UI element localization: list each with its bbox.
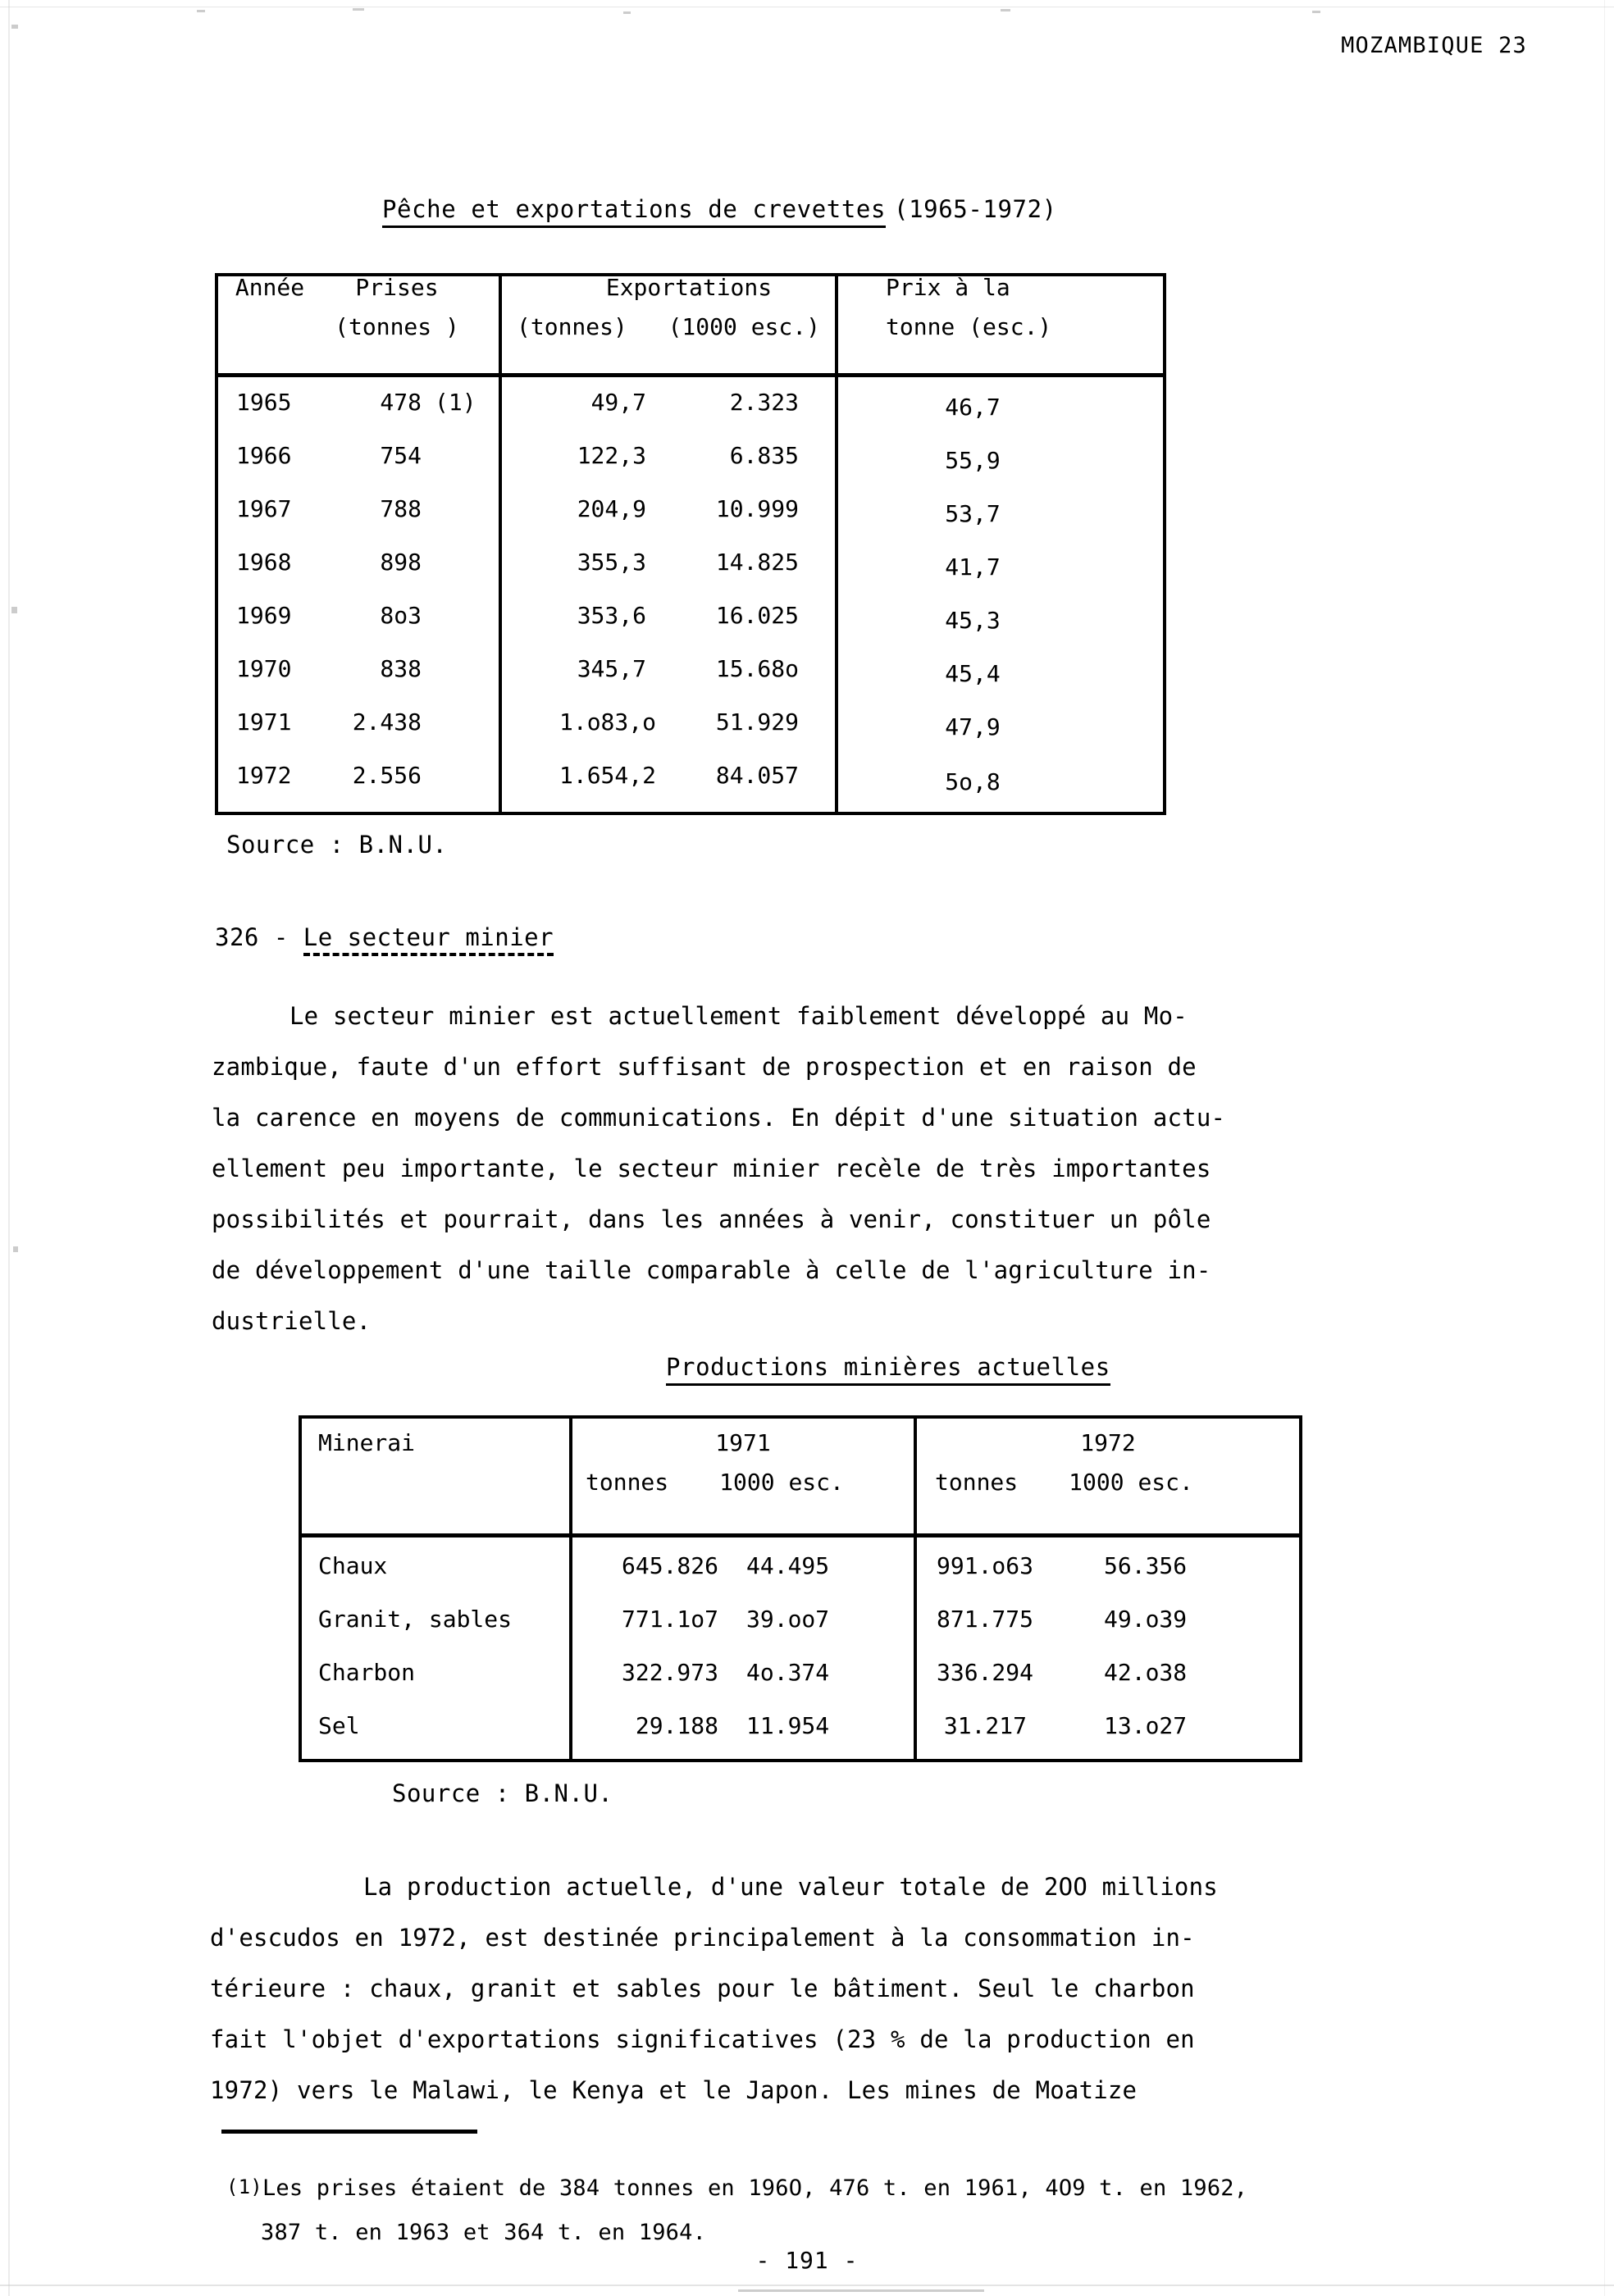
cell-exp-tonnes: 345,7 xyxy=(500,644,656,697)
cell-minerai: Granit, sables xyxy=(318,1606,513,1633)
fishing-exports-table xyxy=(215,273,1166,815)
cell-1972-esc: 13.o27 xyxy=(1104,1712,1188,1739)
scan-speck xyxy=(13,1246,18,1252)
table1-header-exp-esc: (1000 esc.) xyxy=(668,313,820,340)
paragraph-line: la carence en moyens de communications. En dépit d'une situation actu- xyxy=(212,1104,1226,1132)
cell-1972-tonnes: 336.294 xyxy=(915,1644,1071,1697)
scan-speck xyxy=(197,10,205,12)
table-row xyxy=(217,377,1165,430)
cell-1971-tonnes: 322.973 xyxy=(571,1644,718,1697)
section-paragraph xyxy=(212,991,1225,1346)
scan-speck xyxy=(11,607,17,613)
cell-prix: 47,9 xyxy=(837,697,1165,750)
cell-exp-esc: 14.825 xyxy=(715,549,799,576)
table1-caption xyxy=(382,195,1057,223)
closing-paragraph xyxy=(210,1861,1218,2116)
table2-header-minerai: Minerai xyxy=(318,1429,416,1456)
table-row xyxy=(217,484,1165,537)
footnote-marker: (1) xyxy=(226,2175,262,2198)
table-row xyxy=(217,537,1165,590)
cell-prises-note xyxy=(422,697,500,750)
scan-speck xyxy=(11,25,18,29)
table1-header-annee: Année xyxy=(235,274,305,301)
table2-header-1971-esc: 1000 esc. xyxy=(719,1469,844,1496)
cell-prises: 478 xyxy=(380,389,422,416)
table2-header-1972: 1972 tonnes 1000 esc. xyxy=(915,1417,1301,1536)
paragraph-line: Le secteur minier est actuellement faiblement développé au Mo- xyxy=(290,1002,1188,1030)
cell-prises-note xyxy=(422,590,500,644)
scan-speck xyxy=(623,11,631,14)
cell-exp-esc: 10.999 xyxy=(715,495,799,522)
cell-annee: 1971 xyxy=(236,708,292,736)
cell-prises-note xyxy=(422,484,500,537)
paragraph-line: d'escudos en 1972, est destinée principalement à la consommation in- xyxy=(210,1924,1195,1952)
cell-prises-note xyxy=(422,430,500,484)
table-row xyxy=(217,590,1165,644)
paragraph-line: de développement d'une taille comparable à celle de l'agriculture in- xyxy=(212,1256,1211,1284)
cell-prises-note xyxy=(422,644,500,697)
scan-edge-left xyxy=(8,0,10,2296)
cell-prix: 5o,8 xyxy=(837,750,1165,813)
cell-prix: 45,3 xyxy=(837,590,1165,644)
paragraph-line: La production actuelle, d'une valeur totale de 2OO millions xyxy=(363,1873,1218,1901)
cell-prises-note: (1) xyxy=(435,389,476,416)
paragraph-line: possibilités et pourrait, dans les années à venir, constituer un pôle xyxy=(212,1205,1211,1233)
cell-annee: 1967 xyxy=(236,495,292,522)
table1-header-exp-tonnes: (tonnes) xyxy=(517,313,627,340)
cell-annee: 1968 xyxy=(236,549,292,576)
cell-exp-esc: 6.835 xyxy=(729,442,799,469)
cell-prises: 788 xyxy=(380,495,422,522)
scan-speck xyxy=(353,8,364,11)
cell-exp-esc: 15.68o xyxy=(715,655,799,682)
cell-1971-esc: 39.oo7 xyxy=(746,1606,830,1633)
footnote-line-2: 387 t. en 1963 et 364 t. en 1964. xyxy=(261,2220,707,2245)
paragraph-line: ellement peu importante, le secteur minier recèle de très importantes xyxy=(212,1155,1211,1182)
paragraph-line: zambique, faute d'un effort suffisant de prospection et en raison de xyxy=(212,1053,1197,1081)
cell-exp-tonnes: 355,3 xyxy=(500,537,656,590)
cell-prix: 45,4 xyxy=(837,644,1165,697)
table-row xyxy=(217,644,1165,697)
table-row xyxy=(300,1591,1301,1644)
fishing-exports-table-wrap xyxy=(215,273,1166,815)
cell-1972-tonnes: 871.775 xyxy=(915,1591,1071,1644)
table2-caption-title: Productions minières actuelles xyxy=(666,1353,1110,1386)
cell-prix: 46,7 xyxy=(837,377,1165,430)
table-row xyxy=(300,1697,1301,1761)
table2-header-row xyxy=(300,1417,1301,1536)
paragraph-line: dustrielle. xyxy=(212,1307,372,1335)
footnote-line-1 xyxy=(226,2165,1247,2211)
section-number: 326 - xyxy=(215,923,303,951)
cell-prises: 898 xyxy=(380,549,422,576)
cell-annee: 1966 xyxy=(236,442,292,469)
cell-minerai: Chaux xyxy=(318,1552,388,1579)
table1-source: Source : B.N.U. xyxy=(226,831,448,859)
table-row xyxy=(217,697,1165,750)
table1-caption-title: Pêche et exportations de crevettes xyxy=(382,195,886,228)
table2-header-1971: 1971 tonnes 1000 esc. xyxy=(571,1417,915,1536)
paragraph-line: 1972) vers le Malawi, le Kenya et le Japon. Les mines de Moatize xyxy=(210,2076,1138,2104)
table-row xyxy=(300,1538,1301,1591)
cell-exp-esc: 84.057 xyxy=(715,762,799,789)
table1-header-prix: Prix à la tonne (esc.) xyxy=(837,275,1165,376)
table1-header-exportations: Exportations (tonnes) (1000 esc.) xyxy=(500,275,837,376)
cell-exp-tonnes: 49,7 xyxy=(500,377,656,430)
cell-1971-tonnes: 645.826 xyxy=(571,1538,718,1591)
cell-prix: 53,7 xyxy=(837,484,1165,537)
table1-header-prises: Prises (tonnes ) xyxy=(335,274,459,340)
footnote-text-1: Les prises étaient de 384 tonnes en 196O, 476 t. en 1961, 4O9 t. en 1962, xyxy=(262,2175,1248,2201)
mining-production-table xyxy=(299,1415,1302,1762)
cell-1971-esc: 11.954 xyxy=(746,1712,830,1739)
table1-caption-years: (1965-1972) xyxy=(894,195,1057,223)
table1-header-row xyxy=(217,275,1165,376)
table2-header-1972-tonnes: tonnes xyxy=(935,1469,1019,1496)
cell-prises-note xyxy=(422,750,500,813)
cell-prises: 2.556 xyxy=(352,762,422,789)
table2-caption xyxy=(666,1353,1110,1381)
cell-exp-tonnes: 1.654,2 xyxy=(500,750,656,813)
cell-1971-esc: 4o.374 xyxy=(746,1659,830,1686)
cell-prix: 41,7 xyxy=(837,537,1165,590)
cell-exp-tonnes: 353,6 xyxy=(500,590,656,644)
cell-minerai: Charbon xyxy=(318,1659,416,1686)
cell-exp-esc: 2.323 xyxy=(729,389,799,416)
cell-annee: 1970 xyxy=(236,655,292,682)
cell-exp-tonnes: 204,9 xyxy=(500,484,656,537)
table2-source: Source : B.N.U. xyxy=(392,1779,613,1807)
table-row xyxy=(300,1644,1301,1697)
running-head: MOZAMBIQUE 23 xyxy=(1341,33,1527,58)
cell-1971-tonnes: 771.1o7 xyxy=(571,1591,718,1644)
cell-exp-esc: 16.025 xyxy=(715,602,799,629)
cell-1971-tonnes: 29.188 xyxy=(571,1697,718,1761)
scan-edge-right xyxy=(1604,0,1605,2296)
cell-prises: 838 xyxy=(380,655,422,682)
cell-exp-tonnes: 122,3 xyxy=(500,430,656,484)
scan-speck xyxy=(1001,9,1010,11)
scan-speck xyxy=(1312,11,1320,13)
table2-header-1972-esc: 1000 esc. xyxy=(1069,1469,1193,1496)
cell-annee: 1965 xyxy=(236,389,292,416)
cell-annee: 1969 xyxy=(236,602,292,629)
table2-header-1971-tonnes: tonnes xyxy=(586,1469,669,1496)
table-row xyxy=(217,430,1165,484)
footnote-rule xyxy=(221,2130,477,2134)
paragraph-line: fait l'objet d'exportations significatives (23 % de la production en xyxy=(210,2025,1195,2053)
cell-1972-tonnes: 31.217 xyxy=(915,1697,1071,1761)
cell-prises: 754 xyxy=(380,442,422,469)
cell-prises: 8o3 xyxy=(380,602,422,629)
cell-exp-esc: 51.929 xyxy=(715,708,799,736)
scan-speck xyxy=(738,2289,984,2292)
section-title: Le secteur minier xyxy=(303,923,554,956)
cell-exp-tonnes: 1.o83,o xyxy=(500,697,656,750)
cell-prises-note xyxy=(422,537,500,590)
page-number: - 191 - xyxy=(755,2247,859,2274)
cell-1971-esc: 44.495 xyxy=(746,1552,830,1579)
footnote xyxy=(226,2165,1247,2255)
table-row xyxy=(217,750,1165,813)
cell-1972-esc: 56.356 xyxy=(1104,1552,1188,1579)
cell-1972-tonnes: 991.o63 xyxy=(915,1538,1071,1591)
scan-edge-bottom xyxy=(0,2285,1614,2286)
cell-annee: 1972 xyxy=(236,762,292,789)
mining-production-table-wrap xyxy=(299,1415,1302,1762)
cell-prix: 55,9 xyxy=(837,430,1165,484)
cell-prises: 2.438 xyxy=(352,708,422,736)
cell-minerai: Sel xyxy=(318,1712,360,1739)
cell-1972-esc: 42.o38 xyxy=(1104,1659,1188,1686)
cell-1972-esc: 49.o39 xyxy=(1104,1606,1188,1633)
section-heading xyxy=(215,923,554,951)
paragraph-line: térieure : chaux, granit et sables pour le bâtiment. Seul le charbon xyxy=(210,1975,1195,2002)
